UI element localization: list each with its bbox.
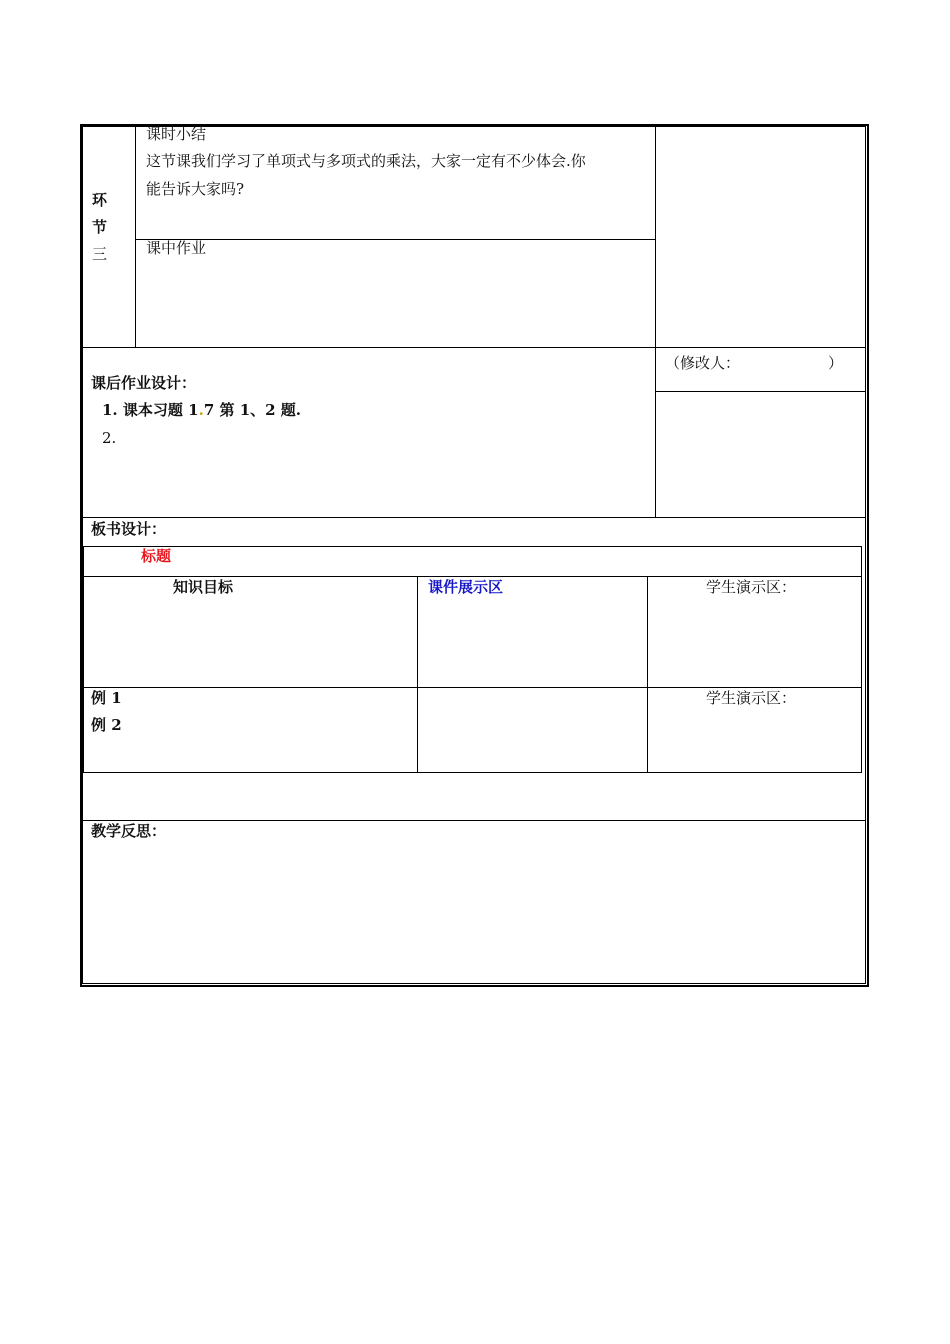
summary-classwork-divider <box>135 239 655 240</box>
homework-item-2: 2. <box>102 429 117 447</box>
summary-text-line-2: 能告诉大家吗? <box>146 180 245 198</box>
board-reflection-divider <box>82 820 866 821</box>
reviser-label <box>665 354 843 372</box>
summary-text-line-1: 这节课我们学习了单项式与多项式的乘法，大家一定有不少体会.你 <box>146 152 586 170</box>
section-homework-divider <box>82 347 866 348</box>
homework-item-1-number: 1. <box>102 401 118 419</box>
board-student-area-1: 学生演示区： <box>706 578 797 596</box>
homework-item-1-text-b: 7 第 1、2 题. <box>203 401 302 419</box>
board-table-bottom <box>83 772 862 773</box>
section-label-divider <box>135 126 136 348</box>
reviser-text: （修改人： <box>665 354 741 372</box>
board-knowledge-goal: 知识目标 <box>173 578 234 596</box>
board-col-divider-1 <box>417 576 418 773</box>
homework-board-divider <box>82 517 866 518</box>
reviser-divider <box>655 391 866 392</box>
homework-item-1-mark: . <box>198 401 204 419</box>
board-title: 板书设计： <box>91 520 167 538</box>
homework-item-1 <box>102 401 301 419</box>
board-heading: 标题 <box>141 547 172 565</box>
board-table-right <box>861 546 862 773</box>
board-student-area-2: 学生演示区： <box>706 689 797 707</box>
board-table-top <box>83 546 862 547</box>
section-label-char-2: 节 <box>92 218 108 236</box>
summary-title: 课时小结 <box>146 125 207 143</box>
board-col-divider-2 <box>647 576 648 773</box>
board-heading-divider <box>83 576 862 577</box>
homework-title: 课后作业设计： <box>91 374 197 392</box>
board-table-left <box>83 546 84 773</box>
board-example-2: 例 2 <box>91 716 122 734</box>
section-label <box>92 193 112 274</box>
board-courseware-area: 课件展示区 <box>428 578 504 596</box>
board-example-1: 例 1 <box>91 689 122 707</box>
reflection-title: 教学反思： <box>91 822 167 840</box>
section-label-char-1: 环 <box>92 191 108 209</box>
board-row-divider <box>83 687 862 688</box>
homework-item-1-text-a: 课本习题 1 <box>122 401 199 419</box>
classwork-title: 课中作业 <box>146 239 207 257</box>
reviser-close: ） <box>828 354 844 372</box>
right-column-divider-top <box>655 126 656 518</box>
section-label-char-3: 三 <box>92 245 108 263</box>
